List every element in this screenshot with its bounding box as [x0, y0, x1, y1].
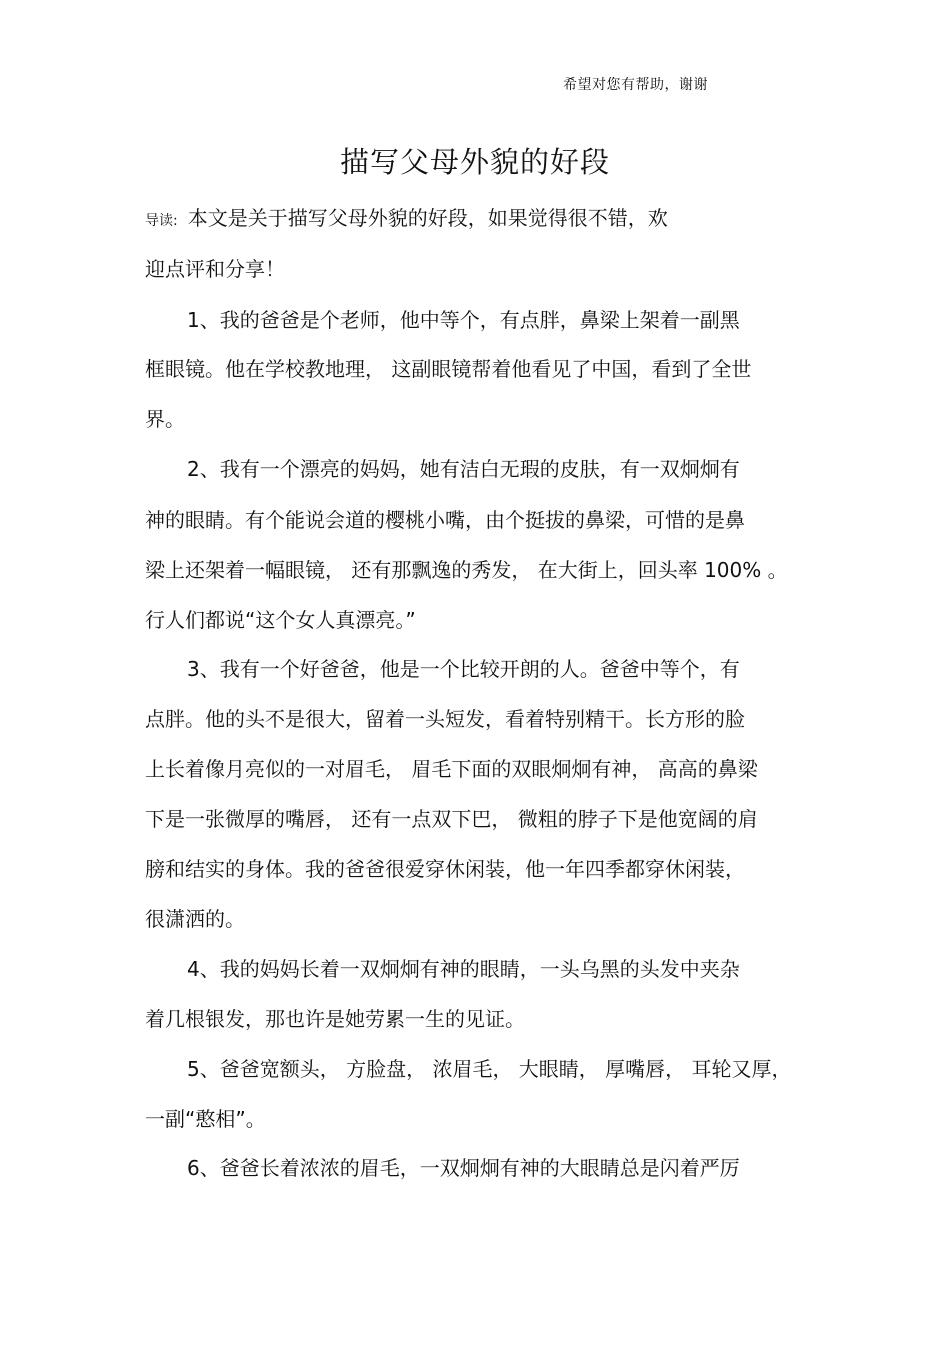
paragraph-line: 神的眼睛。有个能说会道的樱桃小嘴，由个挺拔的鼻梁，可惜的是鼻	[145, 508, 745, 532]
paragraph-line: 3、我有一个好爸爸，他是一个比较开朗的人。爸爸中等个，有	[187, 657, 740, 681]
document-title: 描写父母外貌的好段	[339, 145, 610, 179]
paragraph-line: 着几根银发，那也许是她劳累一生的见证。	[145, 1007, 525, 1031]
paragraph-line: 6、爸爸长着浓浓的眉毛，一双炯炯有神的大眼睛总是闪着严厉	[187, 1156, 740, 1180]
intro-text-1: 本文是关于描写父母外貌的好段，如果觉得很不错，欢	[187, 206, 668, 230]
paragraph-line: 4、我的妈妈长着一双炯炯有神的眼睛，一头乌黑的头发中夹杂	[187, 957, 740, 981]
intro-line-2: 迎点评和分享！	[145, 257, 285, 281]
paragraph-line: 框眼镜。他在学校教地理， 这副眼镜帮着他看见了中国，看到了全世	[145, 357, 752, 381]
paragraph-line: 上长着像月亮似的一对眉毛， 眉毛下面的双眼炯炯有神， 高高的鼻梁	[145, 757, 758, 781]
paragraph-line: 2、我有一个漂亮的妈妈，她有洁白无瑕的皮肤，有一双炯炯有	[187, 457, 740, 481]
intro-label: 导读:	[145, 213, 178, 229]
paragraph-line: 很潇洒的。	[145, 907, 245, 931]
paragraph-line: 1、我的爸爸是个老师，他中等个，有点胖，鼻梁上架着一副黑	[187, 308, 740, 332]
paragraph-line: 下是一张微厚的嘴唇， 还有一点双下巴， 微粗的脖子下是他宽阔的肩	[145, 807, 758, 831]
paragraph-line: 界。	[145, 407, 185, 431]
paragraph-line: 膀和结实的身体。我的爸爸很爱穿休闲装，他一年四季都穿休闲装，	[145, 857, 745, 881]
intro-line-1	[145, 205, 668, 234]
paragraph-line: 5、爸爸宽额头， 方脸盘， 浓眉毛， 大眼睛， 厚嘴唇， 耳轮又厚，	[187, 1057, 792, 1081]
paragraph-line: 一副“憨相”。	[145, 1107, 266, 1131]
header-note: 希望对您有帮助，谢谢	[563, 77, 708, 93]
paragraph-line: 点胖。他的头不是很大，留着一头短发，看着特别精干。长方形的脸	[145, 707, 745, 731]
paragraph-line: 梁上还架着一幅眼镜， 还有那飘逸的秀发， 在大街上，回头率 100% 。	[145, 558, 788, 582]
paragraph-line: 行人们都说“这个女人真漂亮。”	[145, 608, 416, 632]
